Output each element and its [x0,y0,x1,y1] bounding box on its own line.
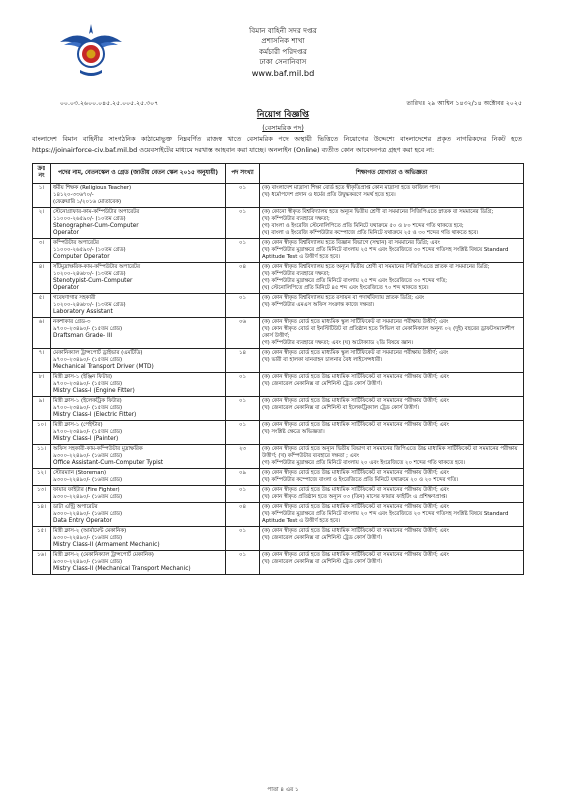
header-quantity: পদ সংখ্যা [226,164,260,184]
qualification-line: (খ) কোন স্বীকৃত বোর্ড বা ইনস্টিটিউট বা প্রতিষ্ঠান হতে সিভিল বা মেকানিক্যাল অনূন্য ০২ (দুই) বছরের ড্রাফটসম্যানশীপ কোর্স উত্তীর্ণ; [262,325,515,339]
post-line: ৯৭০০-২৩৪৯০/- (১৫তম গ্রেড) [53,380,123,387]
post-line: গবেষণাগার সহকারী [53,294,96,301]
qualification-line: (ক) কোন স্বীকৃত বোর্ড হতে উচ্চ মাধ্যমিক সার্টিফিকেট বা সমমানের পরীক্ষায় উত্তীর্ণ; এবং [262,421,450,428]
header-line: কর্মচারী পরিদপ্তর [259,46,307,56]
post-line: ৯৭০০-২৩৪৯০/- (১৫তম গ্রেড) [53,428,123,435]
row-post-cell [51,502,226,526]
qualification-line: (গ) কম্পিউটার মুদ্রাক্ষরে প্রতি মিনিটে বাংলায় ২০ এবং ইংরেজিতে ২০ শব্দের গতি থাকতে হবে। [262,459,465,466]
qualification-line: (খ) কম্পিউটার ব্যবহারে দক্ষতা; [262,215,330,222]
post-line: ১১০০০-২৬৫৯০/- (১০তম গ্রেড) [53,215,126,222]
qualification-line: (খ) জেনারেল মেকানিক্স বা মেশিনিস্ট ট্রেড কোর্স উত্তীর্ণ। [262,380,382,387]
post-line: Data Entry Operator [53,517,112,524]
qualification-line: (খ) কম্পিউটার মুদ্রাক্ষরে প্রতি মিনিটে বাংলায় ২৫ শব্দ এবং ইংরেজিতে ৩০ শব্দের গতিসহ সংশ্লিষ্ট বিষয়ে Standard Aptitude Test এ উত্তীর্ণ হতে হবে। [262,246,509,260]
post-line: ডাটা এন্ট্রি অপারেটর [53,503,98,510]
row-post-cell [51,420,226,444]
qualification-line: (ঘ) বাংলা ও ইংরেজি কম্পিউটার কম্পোজে প্রতি মিনিটে যথাক্রমে ২৫ ও ৩০ শব্দের গতি থাকতে হবে। [262,229,479,236]
qualification-line: (খ) সংশ্লিষ্ট ক্ষেত্রে অভিজ্ঞতা। [262,428,325,435]
table-row [33,444,524,468]
table-row [33,396,524,420]
qualification-line: (ক) কোন স্বীকৃত বোর্ড হতে মাধ্যমিক স্কুল সার্টিফিকেট বা সমমানের পরীক্ষায় উত্তীর্ণ; এবং [262,349,449,356]
table-row [33,372,524,396]
row-serial: ৭। [33,348,51,372]
qualification-line: (ক) কোন স্বীকৃত বোর্ড হতে উচ্চ মাধ্যমিক সার্টিফিকেট বা সমমানের পরীক্ষায় উত্তীর্ণ; এবং [262,397,450,404]
post-line: Stenographer-Cum-Computer [53,222,139,229]
header-line: প্রশাসনিক শাখা [261,36,305,46]
notice-subtitle-text: (বেসামরিক পদ) [262,124,304,132]
post-line: Mistry Class-II (Armament Mechanic) [53,541,160,548]
notice-title-text: নিয়োগ বিজ্ঞপ্তি [256,110,310,120]
row-serial: ১৫। [33,526,51,550]
row-quantity: ০১ [226,396,260,420]
table-row [33,526,524,550]
row-quantity: ০১ [226,183,260,207]
row-serial: ১। [33,183,51,207]
row-quantity: ০৪ [226,262,260,293]
row-post-cell [51,550,226,574]
qualification-line: (ক) কোন স্বীকৃত বোর্ড হতে উচ্চ মাধ্যমিক সার্টিফিকেট বা সমমানের পরীক্ষায় উত্তীর্ণ; এবং [262,486,450,493]
row-serial: ১৪। [33,502,51,526]
row-quantity: ০৪ [226,502,260,526]
post-line: Computer Operator [53,253,110,260]
table-row [33,207,524,238]
qualification-line: (ক) কোন স্বীকৃত বোর্ড হতে উচ্চ মাধ্যমিক সার্টিফিকেট বা সমমানের পরীক্ষায় উত্তীর্ণ; এবং [262,469,450,476]
post-line: (ফেব্রুয়ারি ১/২০১৬ মোতাবেক) [53,198,122,205]
qualification-line: (খ) কোন স্বীকৃত প্রতিষ্ঠান হতে অন্যূন ০৩ (তিন) মাসের ফায়ার ফাইটিং এ প্রশিক্ষণপ্রাপ্ত। [262,493,448,500]
table-row [33,348,524,372]
row-quantity: ০৬ [226,317,260,348]
table-row [33,238,524,262]
row-post-cell [51,348,226,372]
post-line: ১০২০০-২৪৬৮০/- (১৩তম গ্রেড) [53,270,126,277]
qualification-line: (ক) কোন স্বীকৃত বিশ্ববিদ্যালয় হতে রসায়ন বা পদার্থবিদ্যায় স্নাতক ডিগ্রি; এবং [262,294,425,301]
row-post-cell [51,372,226,396]
row-qualification-cell [260,238,524,262]
website-link[interactable]: www.baf.mil.bd [251,67,315,78]
post-line: ৯৩০০-২২৪৯০/- (১৬তম গ্রেড) [53,510,123,517]
post-line: স্টোরম্যান (Storeman) [53,469,107,476]
table-row [33,485,524,502]
post-line: মিস্ত্রী ক্লাস-১ (ইঞ্জিন ফিটার) [53,373,113,380]
post-line: মিস্ত্রী ক্লাস-২ (আর্মামেন্ট মেকানিক) [53,527,127,534]
row-serial: ৬। [33,317,51,348]
qualification-line: (ক) কোন স্বীকৃত বোর্ড হতে মাধ্যমিক স্কুল সার্টিফিকেট বা সমমানের পরীক্ষায় উত্তীর্ণ; এবং [262,318,449,325]
row-serial: ১৬। [33,550,51,574]
header-line: ঢাকা সেনানিবাস [259,57,307,67]
post-line: ধর্মীয় শিক্ষক (Religious Teacher) [53,184,132,191]
post-line: Office Assistant-Cum-Computer Typist [53,459,164,466]
post-line: স্টেনোগ্রাফার-কাম-কম্পিউটার অপারেটর [53,208,140,215]
row-qualification-cell [260,485,524,502]
row-qualification-cell [260,262,524,293]
row-qualification-cell [260,468,524,485]
table-row [33,420,524,444]
table-row [33,550,524,574]
row-qualification-cell [260,372,524,396]
row-post-cell [51,207,226,238]
row-quantity: ০১ [226,550,260,574]
row-serial: ২। [33,207,51,238]
qualification-line: (খ) জেনারেল মেকানিক্স বা মেশিনিস্ট বা ইলেকট্রিক্যাল ট্রেড কোর্স উত্তীর্ণ। [262,404,419,411]
post-line: সাঁটমুদ্রাক্ষরিক-কাম-কম্পিউটার অপারেটর [53,263,140,270]
row-post-cell [51,485,226,502]
post-line: Mechanical Transport Driver (MTD) [53,363,154,370]
intro-paragraph: বাংলাদেশ বিমান বাহিনীর সাংগঠনিক কাঠামোভুক্ত নিম্নবর্ণিত রাজস্ব খাতে বেসামরিক পদে অস্থায়ী ভিত্তিতে নিয়োগের উদ্দেশ্যে বাংলাদেশের প্রকৃত নাগরিকদের নিকট হতে https://joinairforce-civ.baf.mil.bd ওয়েবসাইটের মাধ্যমে দরখাস্ত আহবান করা যাচ্ছে। অনলাইন (Online) ব্যতীত কোন আবেদনপত্র গ্রহণ করা হবে না: [32,135,522,154]
row-qualification-cell [260,317,524,348]
row-qualification-cell [260,526,524,550]
row-qualification-cell [260,207,524,238]
post-line: Mistry Class-II (Mechanical Transport Mechanic) [53,565,191,572]
qualification-line: (ক) কোন স্বীকৃত বিশ্ববিদ্যালয় হতে বিজ্ঞান বিভাগে (সম্মান) বা সমমানের ডিগ্রি; এবং [262,239,440,246]
post-line: Stenotypist-Cum-Computer [53,277,133,284]
post-line: নকশাকার গ্রেড-৩ [53,318,91,325]
row-serial: ৩। [33,238,51,262]
post-line: ১১০০০-২৬৫৯০/- (১০তম গ্রেড) [53,246,126,253]
row-qualification-cell [260,348,524,372]
row-quantity: ২৩ [226,444,260,468]
qualification-line: (খ) ধর্মোপদেশ প্রদান ও ধর্মের প্রতি উদ্বুদ্ধকরণে সমর্থ হতে হবে। [262,191,396,198]
row-serial: ৪। [33,262,51,293]
post-line: ৯৭০০-২৩৪৯০/- (১৫তম গ্রেড) [53,325,123,332]
header-qualification: শিক্ষাগত যোগ্যতা ও অভিজ্ঞতা [260,164,524,184]
row-qualification-cell [260,293,524,317]
row-post-cell [51,238,226,262]
qualification-line: (ক) কোন স্বীকৃত বিশ্ববিদ্যালয় হতে অন্যূন দ্বিতীয় শ্রেণী বা সমমানের সিজিপিএতে স্নাতক বা সমমানের ডিগ্রি; [262,263,490,270]
qualification-line: (ক) কোন স্বীকৃত বোর্ড হতে উচ্চ মাধ্যমিক সার্টিফিকেট বা সমমানের পরীক্ষায় উত্তীর্ণ; এবং [262,551,450,558]
row-quantity: ০১ [226,293,260,317]
table-row [33,183,524,207]
table-header-row [33,164,524,184]
qualification-line: (খ) জেনারেল মেকানিক্স বা মেশিনিস্ট ট্রেড কোর্স উত্তীর্ণ। [262,534,382,541]
post-line: ৯৭০০-২৩৪৯০/- (১৫তম গ্রেড) [53,356,123,363]
row-serial: ১১। [33,444,51,468]
qualification-line: (খ) কম্পিউটার এমএস অফিস সংক্রান্ত কাজে দক্ষতা। [262,301,375,308]
row-serial: ৯। [33,396,51,420]
post-line: Draftsman Grade- III [53,332,113,339]
row-post-cell [51,396,226,420]
vacancy-rows [33,183,524,574]
qualification-line: (ঘ) স্টেনোলিপিতে প্রতি মিনিটে ৪৫ শব্দ এবং ইংরেজিতে ৭০ শব্দ থাকতে হবে। [262,284,429,291]
qualification-line: (খ) ভারী বা হালকা যানবাহন চালনার বৈধ লাইসেন্সধারী। [262,356,383,363]
post-line: Operator [53,229,79,236]
post-line: Mistry Class-I (Engine Fitter) [53,387,135,394]
qualification-line: (গ) বাংলা ও ইংরেজি স্টেনোলিপিতে প্রতি মিনিটে যথাক্রমে ৫০ ও ৮০ শব্দের গতি থাকতে হবে; [262,222,464,229]
qualification-line: (খ) কম্পিউটার কম্পোজে বাংলা ও ইংরেজিতে প্রতি মিনিটে যথাক্রমে ২০ ও ২০ শব্দের গতি। [262,476,459,483]
post-line: Mistry Class-I (Electric Fitter) [53,411,137,418]
qualification-line: (ক) কোন স্বীকৃত বোর্ড হতে উচ্চ মাধ্যমিক সার্টিফিকেট বা সমমানের পরীক্ষায় উত্তীর্ণ; এবং [262,527,450,534]
table-row [33,262,524,293]
row-serial: ১৩। [33,485,51,502]
row-quantity: ০১ [226,207,260,238]
post-line: ৯৭০০-২৩৪৯০/- (১৫তম গ্রেড) [53,404,123,411]
row-quantity: ০১ [226,526,260,550]
qualification-line: (গ) কম্পিউটার মুদ্রাক্ষরে প্রতি মিনিটে বাংলায় ২৫ শব্দ এবং ইংরেজিতে ৩০ শব্দের গতি; [262,277,448,284]
post-line: ১৪১২০-৩৩৬৭০/- [53,191,94,198]
row-serial: ৫। [33,293,51,317]
post-line: মিস্ত্রী ক্লাস-১ (ইলেকট্রিক ফিটার) [53,397,122,404]
qualification-line: (খ) কম্পিউটার ব্যবহারে দক্ষতা; [262,270,330,277]
post-line: Mistry Class-I (Painter) [53,435,119,442]
row-quantity: ০১ [226,372,260,396]
post-line: ৯৩০০-২২৪৯০/- (১৬তম গ্রেড) [53,534,123,541]
row-post-cell [51,468,226,485]
post-line: ৯৩০০-২২৪৯০/- (১৬তম গ্রেড) [53,558,123,565]
table-row [33,468,524,485]
office-header [0,26,566,78]
row-qualification-cell [260,502,524,526]
post-line: ৯৩০০-২২৪৯০/- (১৬তম গ্রেড) [53,452,123,459]
row-serial: ৮। [33,372,51,396]
page-number: পাতা ৪ এর ১ [267,787,299,793]
post-line: অফিস সহকারী-কাম-কম্পিউটার মুদ্রাক্ষরিক [53,445,143,452]
qualification-line: (ক) বাংলাদেশ মাদ্রাসা শিক্ষা বোর্ড হতে স্বীকৃতিপ্রাপ্ত কোন মাদ্রাসা হতে ফাজিল পাস। [262,184,441,191]
header-serial: ক্রঃ নং [33,164,51,184]
row-post-cell [51,317,226,348]
qualification-line: (গ) কম্পিউটার ব্যবহারে দক্ষতা; এবং (ঘ) অটোক্যাড ২ডি বিষয়ে জ্ঞান। [262,339,413,346]
qualification-line: (খ) জেনারেল মেকানিক্স বা মেশিনিস্ট ট্রেড কোর্স উত্তীর্ণ। [262,558,382,565]
post-line: ফায়ার ফাইটার (Fire Fighter) [53,486,120,493]
notice-subtitle [0,122,566,134]
row-quantity: ০৯ [226,468,260,485]
table-row [33,317,524,348]
header-line: বিমান বাহিনী সদর দপ্তর [249,26,317,35]
post-line: মিস্ত্রী ক্লাস-২ (মেকানিক্যাল ট্রান্সপোর্ট মেকানিক) [53,551,154,558]
row-quantity: ০১ [226,420,260,444]
row-qualification-cell [260,420,524,444]
row-serial: ১২। [33,468,51,485]
qualification-line: (খ) কম্পিউটার মুদ্রাক্ষরে প্রতি মিনিটে বাংলায় ২০ শব্দ এবং ইংরেজিতে ২০ শব্দের গতিসহ সংশ্লিষ্ট বিষয়ে Standard Aptitude Test এ উত্তীর্ণ হতে হবে। [262,510,509,524]
post-line: ৯৩০০-২২৪৯০/- (১৬তম গ্রেড) [53,476,123,483]
post-line: Operator [53,284,79,291]
post-line: মেকানিক্যাল ট্রান্সপোর্ট ড্রাইভার (এমটিডি) [53,349,143,356]
qualification-line: (ক) কোন স্বীকৃত বোর্ড হতে অন্যূন দ্বিতীয় বিভাগ বা সমমানের জিপিএতে উচ্চ মাধ্যমিক সার্টিফিকেট বা সমমানের পরীক্ষায় উত্তীর্ণ; (খ) কম্পিউটার ব্যবহারে দক্ষতা ; এবং [262,445,518,459]
notice-title [0,108,566,122]
qualification-line: (ক) কোন স্বীকৃত বোর্ড হতে উচ্চ মাধ্যমিক সার্টিফিকেট বা সমমানের পরীক্ষায় উত্তীর্ণ; এবং [262,373,450,380]
row-qualification-cell [260,183,524,207]
post-line: কম্পিউটার অপারেটর [53,239,99,246]
post-line: ১০২০০-২৪৬৮০/- (১৩তম গ্রেড) [53,301,126,308]
qualification-line: (ক) কোন স্বীকৃত বোর্ড হতে উচ্চ মাধ্যমিক সার্টিফিকেট বা সমমানের পরীক্ষায় উত্তীর্ণ; এবং [262,503,450,510]
memo-date: তারিখঃ ২৯ আশ্বিন ১৪৩২/১৪ অক্টোবর ২০২৫ [406,100,522,107]
table-row [33,293,524,317]
row-qualification-cell [260,550,524,574]
row-post-cell [51,262,226,293]
memo-number: ০০.০৩.২৬০০.০৪৫.২৫.০০৫.২৫.৩০৭ [60,100,159,107]
row-quantity: ১৪ [226,348,260,372]
post-line: ৯৩০০-২২৪৯০/- (১৬তম গ্রেড) [53,493,123,500]
qualification-line: (ক) কোনো স্বীকৃত বিশ্ববিদ্যালয় হতে অন্যূন দ্বিতীয় শ্রেণী বা সমমানের সিজিপিএতে স্নাতক বা সমমানের ডিগ্রি; [262,208,494,215]
table-row [33,502,524,526]
row-qualification-cell [260,444,524,468]
post-line: Laboratory Assistant [53,308,113,315]
row-serial: ১০। [33,420,51,444]
row-quantity: ০১ [226,238,260,262]
vacancy-table [32,163,524,575]
row-post-cell [51,183,226,207]
row-post-cell [51,526,226,550]
row-post-cell [51,444,226,468]
header-post: পদের নাম, বেতনস্কেল ও গ্রেড (জাতীয় বেতন স্কেল ২০১৫ অনুযায়ী) [51,164,226,184]
row-post-cell [51,293,226,317]
post-line: মিস্ত্রী ক্লাস-১ (পেইন্টার) [53,421,103,428]
row-qualification-cell [260,396,524,420]
row-quantity: ০১ [226,485,260,502]
